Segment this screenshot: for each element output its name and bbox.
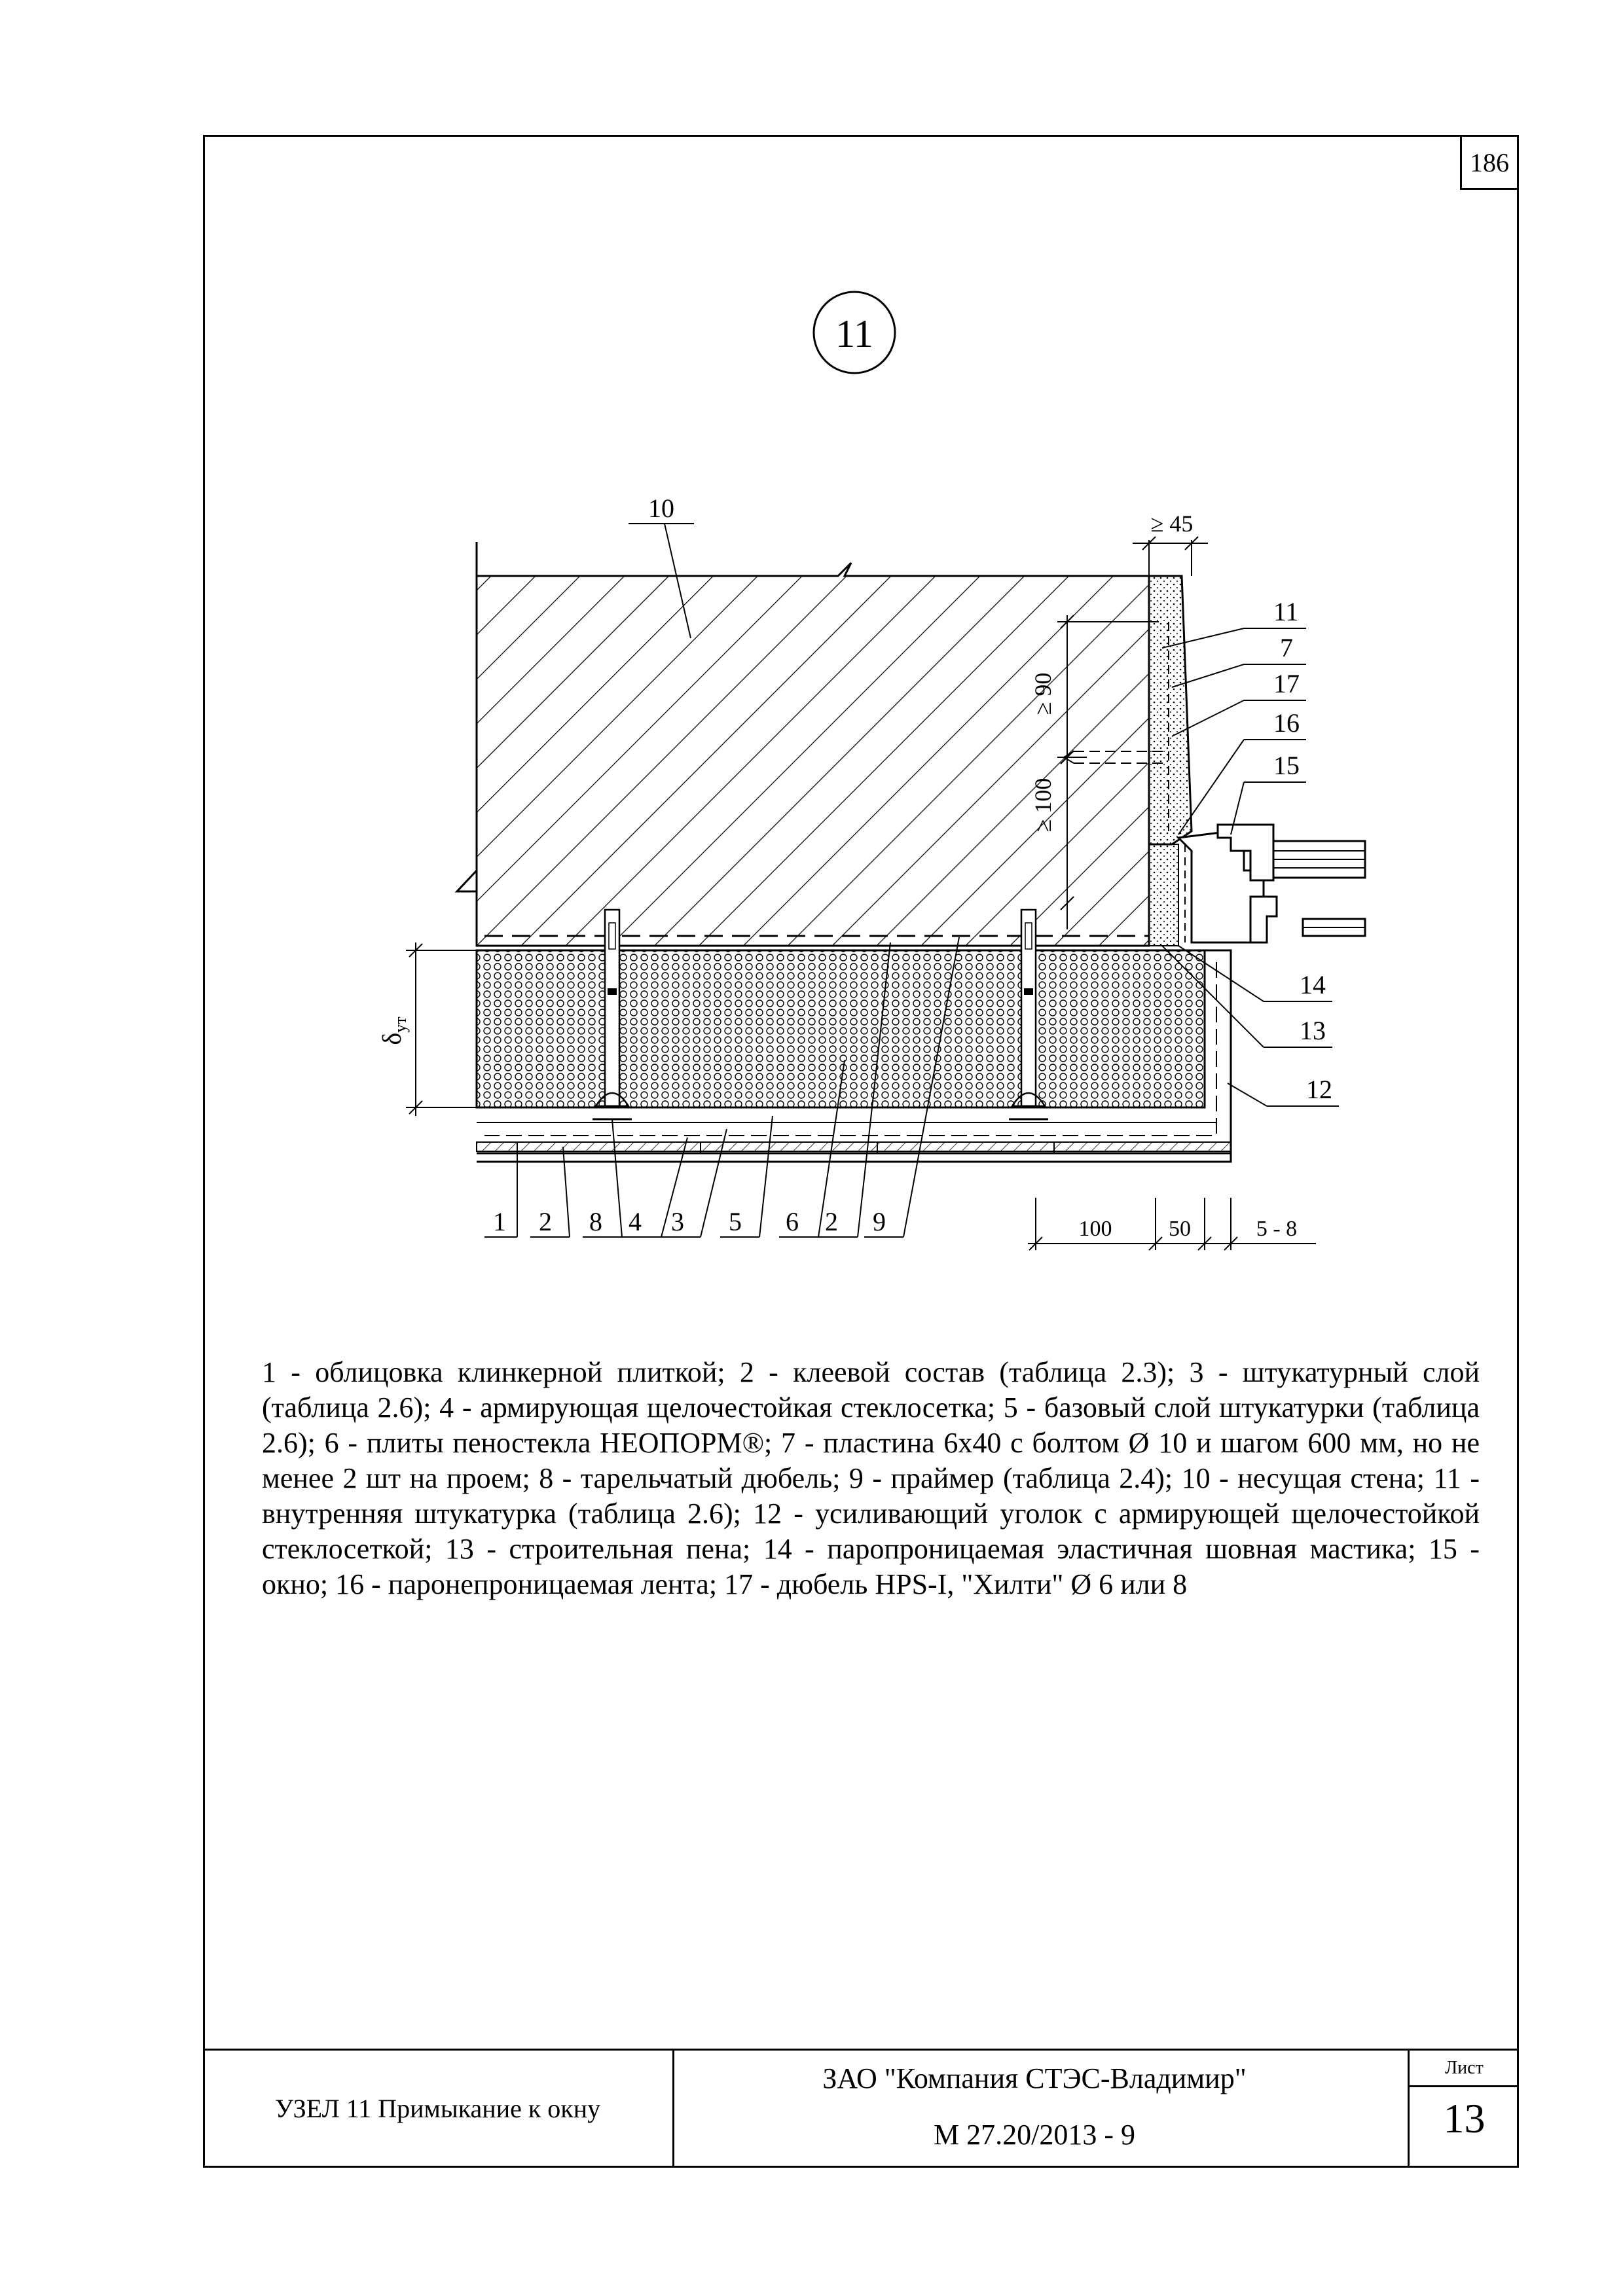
title-block-name: УЗЕЛ 11 Примыкание к окну bbox=[203, 2049, 674, 2168]
inner-plaster bbox=[1149, 576, 1192, 844]
label-2a: 2 bbox=[539, 1207, 552, 1236]
dim-100: ≥ 100 bbox=[1030, 778, 1056, 833]
label-2b: 2 bbox=[825, 1207, 838, 1236]
label-1: 1 bbox=[493, 1207, 506, 1236]
dimension-top bbox=[1133, 537, 1208, 576]
dim-thickness bbox=[377, 1016, 410, 1045]
label-7: 7 bbox=[1280, 633, 1293, 662]
label-12: 12 bbox=[1306, 1075, 1332, 1104]
dimension-thickness bbox=[406, 942, 484, 1116]
page-number: 186 bbox=[1460, 135, 1519, 190]
dim-5-8-bottom: 5 - 8 bbox=[1256, 1217, 1298, 1241]
label-3: 3 bbox=[671, 1207, 684, 1236]
label-14: 14 bbox=[1300, 970, 1326, 999]
dim-top: ≥ 45 bbox=[1150, 511, 1194, 537]
title-block-code: М 27.20/2013 - 9 bbox=[934, 2119, 1135, 2151]
sheet-divider bbox=[1410, 2085, 1519, 2087]
title-block-sheet bbox=[1408, 2049, 1519, 2168]
label-13: 13 bbox=[1300, 1016, 1326, 1045]
legend-text: 1 - облицовка клинкерной плиткой; 2 - клеевой состав (таблица 2.3); 3 - штукатурный слой (таблица 2.6); 4 - армирующая щелочестойкая стеклосетка; 5 - базовый слой штукатурки (таблица 2.6); 6 - плиты пеностекла НЕОПОРМ®; 7 - пластина 6х40 с болтом Ø 10 и шагом 600 мм, но не менее 2 шт на проем; 8 - тарельчатый дюбель; 9 - праймер (таблица 2.4); 10 - несущая стена; 11 - внутренняя штукатурка (таблица 2.6); 12 - усиливающий уголок с армирующей щелочестойкой стеклосеткой; 13 - строительная пена; 14 - паропроницаемая эластичная шовная мастика; 15 - окно; 16 - паронепроницаемая лента; 17 - дюбель HPS-I, "Хилти" Ø 6 или 8 bbox=[262, 1356, 1480, 1600]
sheet-label: Лист bbox=[1445, 2058, 1484, 2078]
dim-90: ≥ 90 bbox=[1030, 672, 1056, 715]
sheet-number: 13 bbox=[1443, 2095, 1486, 2142]
label-11: 11 bbox=[1273, 597, 1299, 626]
bearing-wall bbox=[457, 542, 1149, 946]
label-9: 9 bbox=[873, 1207, 886, 1236]
clinker-tile bbox=[477, 1142, 1231, 1151]
label-15: 15 bbox=[1273, 751, 1300, 780]
label-17: 17 bbox=[1273, 669, 1300, 698]
foam-gap bbox=[1149, 844, 1178, 946]
title-block-company: ЗАО "Компания СТЭС-Владимир" bbox=[822, 2062, 1247, 2094]
label-6: 6 bbox=[786, 1207, 799, 1236]
node-number: 11 bbox=[835, 312, 873, 355]
dim-thickness-sub: ут bbox=[391, 1016, 410, 1033]
label-4: 4 bbox=[629, 1207, 642, 1236]
label-8: 8 bbox=[589, 1207, 602, 1236]
label-16: 16 bbox=[1273, 708, 1300, 738]
label-10: 10 bbox=[648, 493, 674, 523]
label-5: 5 bbox=[729, 1207, 742, 1236]
dim-thickness-main: δ bbox=[377, 1032, 407, 1045]
window-frame bbox=[1178, 825, 1365, 942]
dim-50-bottom: 50 bbox=[1169, 1217, 1191, 1241]
dim-100-bottom: 100 bbox=[1078, 1217, 1112, 1241]
